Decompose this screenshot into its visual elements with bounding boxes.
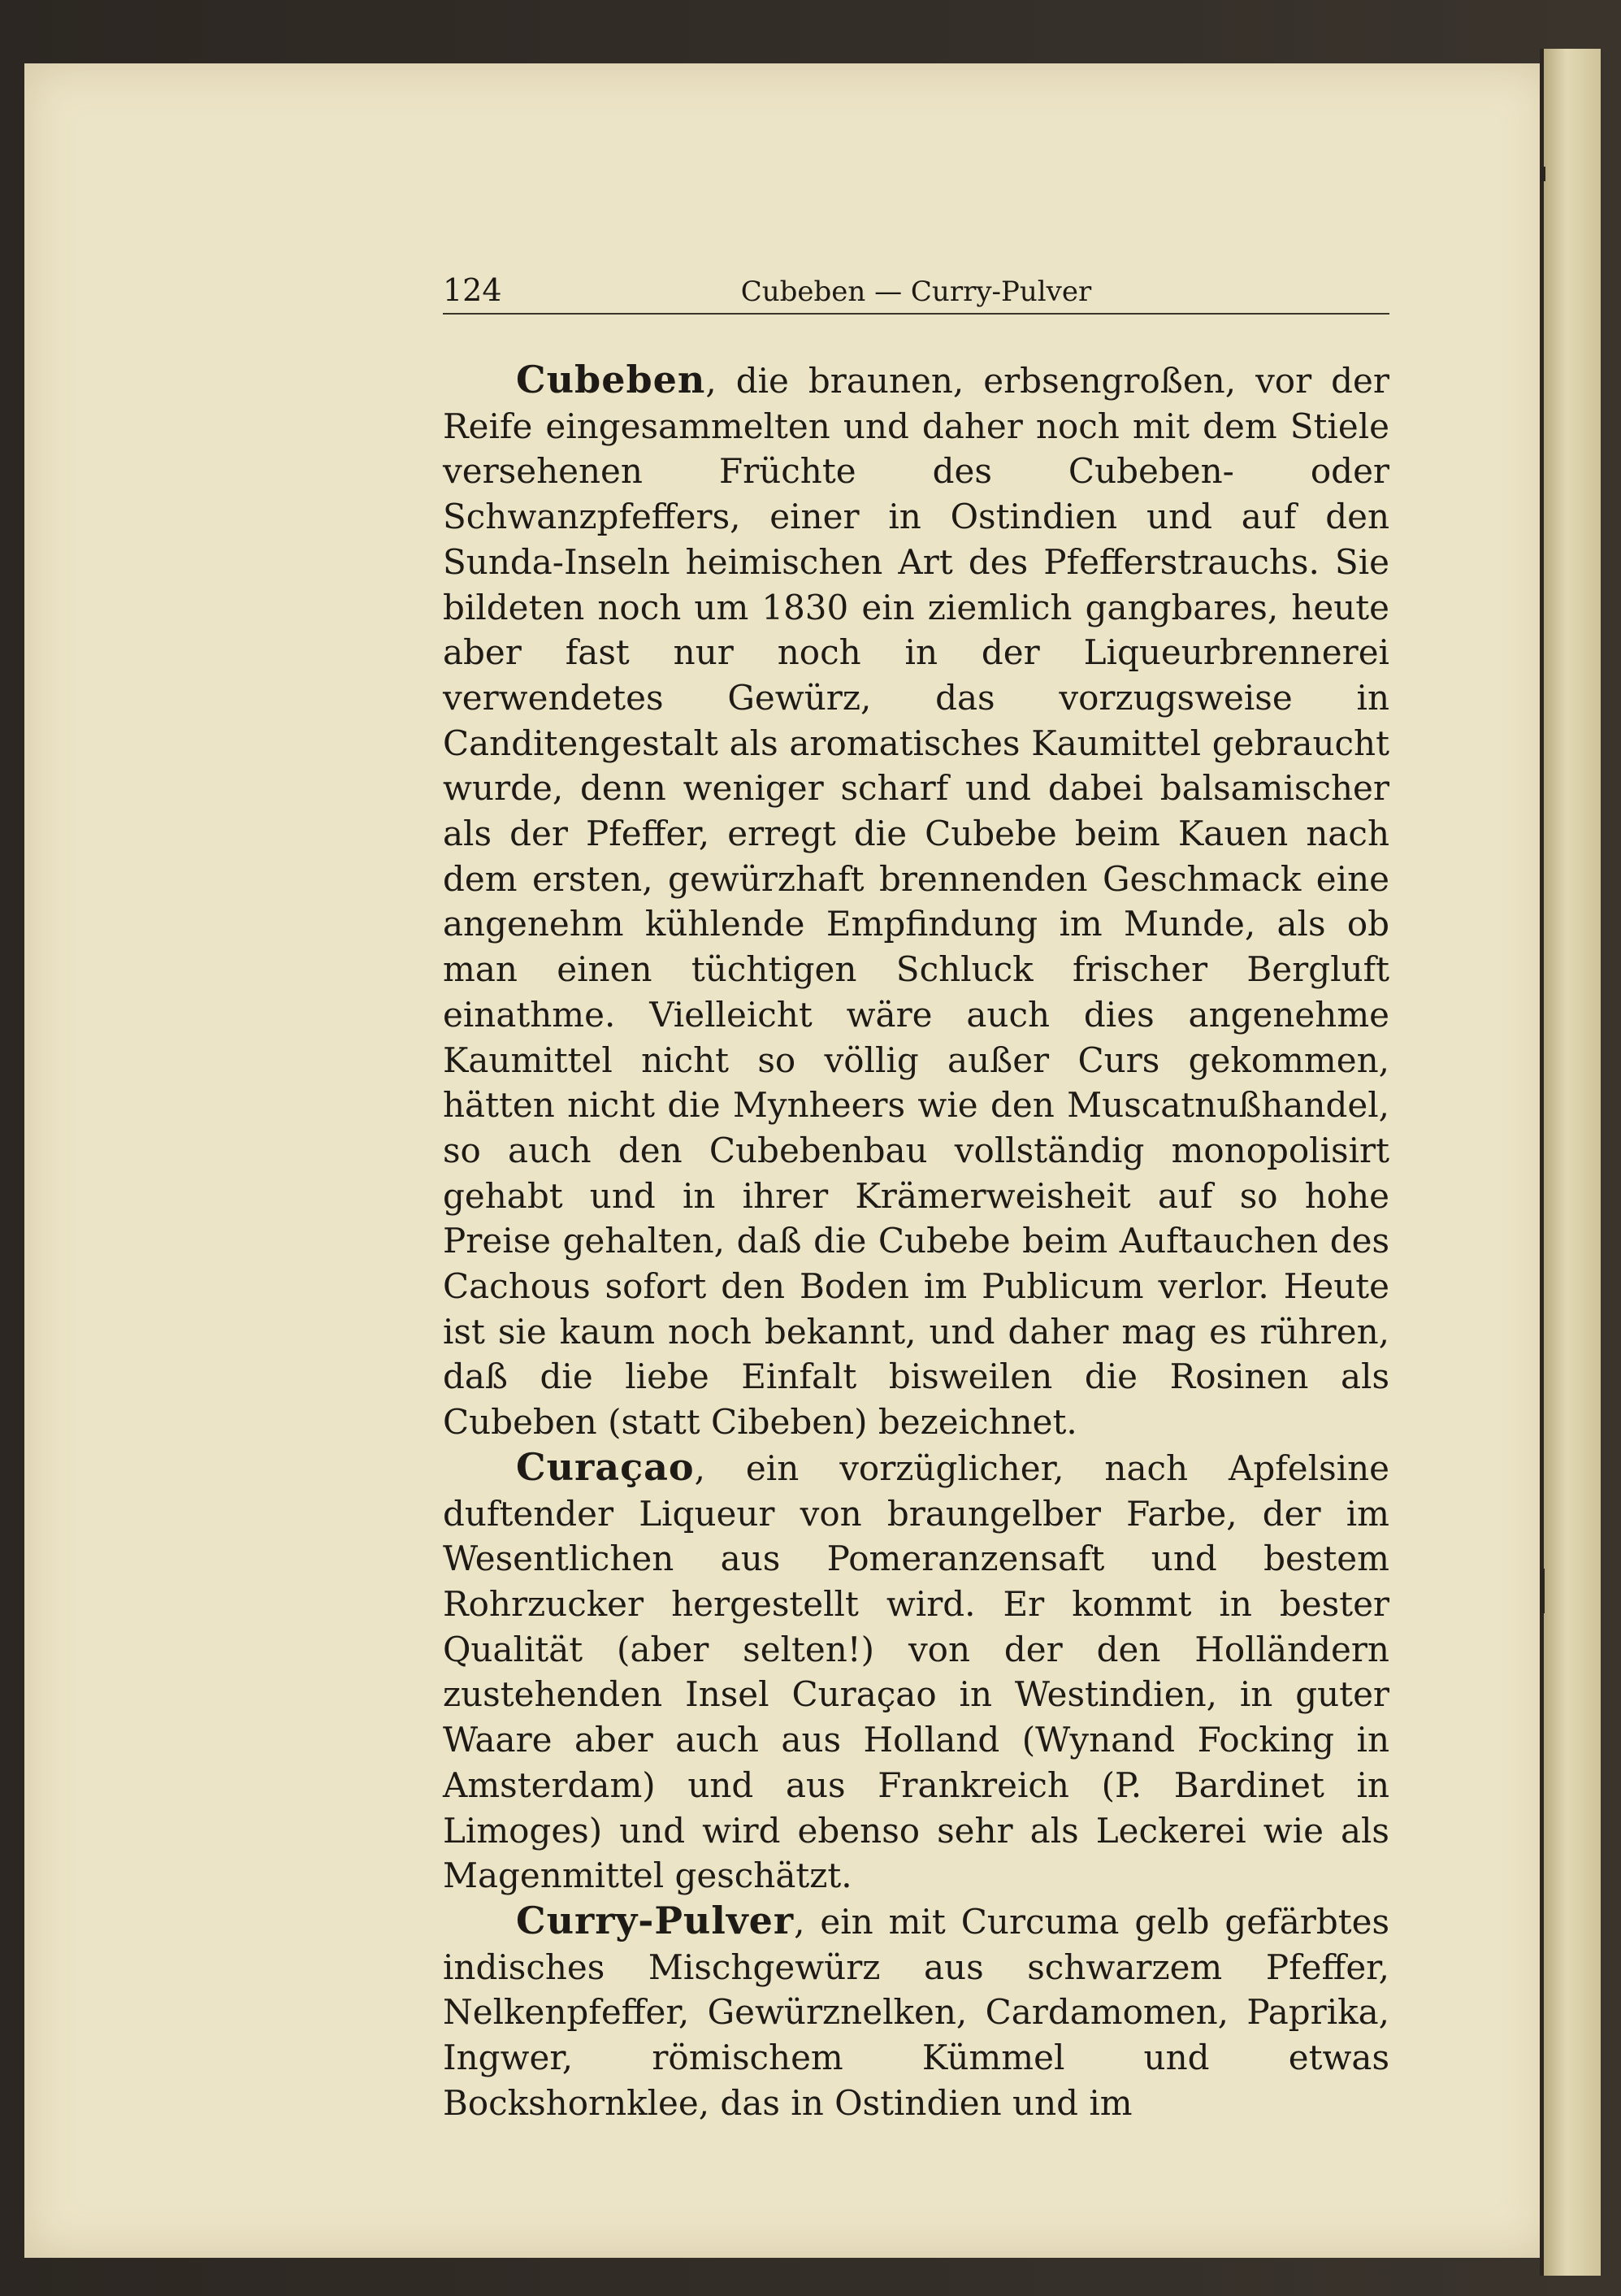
- binding-mark: [1541, 167, 1545, 181]
- entry-curacao: [443, 1445, 1389, 1899]
- running-header: [443, 272, 1389, 315]
- entry-curry-pulver: [443, 1899, 1389, 2126]
- running-head-title: Cubeben — Curry-Pulver: [740, 276, 1092, 308]
- entry-text: , die braunen, erbsengroßen, vor der Reife eingesammelten und daher noch mit dem Stiele versehenen Früchte des Cubeben- oder Schwanzpfeffers, einer in Ostindien und auf den Sunda-Inseln heimischen Art des Pfefferstrauchs. Sie bildeten noch um 1830 ein ziemlich gangbares, heute aber fast nur noch in der Liqueurbrennerei verwendetes Gewürz, das vorzugsweise in Canditengestalt als aromatisches Kaumittel gebraucht wurde, denn weniger scharf und dabei balsamischer als der Pfeffer, erregt die Cubebe beim Kauen nach dem ersten, gewürzhaft brennenden Geschmack eine angenehm kühlende Empfindung im Munde, als ob man einen tüchtigen Schluck frischer Bergluft einathme. Vielleicht wäre auch dies angenehme Kaumittel nicht so völlig außer Curs gekommen, hätten nicht die Mynheers wie den Muscatnußhandel, so auch den Cubebenbau vollständig monopolisirt gehabt und in ihrer Krämerweisheit auf so hohe Preise gehalten, daß die Cubebe beim Auftauchen des Cachous sofort den Boden im Publicum verlor. Heute ist sie kaum noch bekannt, und daher mag es rühren, daß die liebe Einfalt bisweilen die Rosinen als Cubeben (statt Cibeben) bezeichnet.: [443, 361, 1389, 1443]
- facing-page-edge: [1544, 49, 1601, 2276]
- dictionary-entries: [443, 358, 1389, 2125]
- entry-text: , ein mit Curcuma gelb gefärbtes indisches Mischgewürz aus schwarzem Pfeffer, Nelkenpfeffer, Gewürznelken, Cardamomen, Paprika, Ingwer, römischem Kümmel und etwas Bockshornklee, das in Ostindien und im: [443, 1901, 1389, 2123]
- binding-mark: [1541, 1569, 1545, 1613]
- entry-cubeben: [443, 358, 1389, 1445]
- page-number: 124: [443, 272, 502, 308]
- headword: Curaçao: [516, 1444, 695, 1489]
- entry-text: , ein vorzüglicher, nach Apfelsine duftender Liqueur von braungelber Farbe, der im Wesentlichen aus Pomeranzensaft und bestem Rohrzucker hergestellt wird. Er kommt in bester Qualität (aber selten!) von der den Holländern zustehenden Insel Curaçao in Westindien, in guter Waare aber auch aus Holland (Wynand Focking in Amsterdam) und aus Frankreich (P. Bardinet in Limoges) und wird ebenso sehr als Leckerei wie als Magenmittel geschätzt.: [443, 1447, 1389, 1896]
- headword: Cubeben: [516, 358, 706, 401]
- headword: Curry-Pulver: [516, 1898, 795, 1942]
